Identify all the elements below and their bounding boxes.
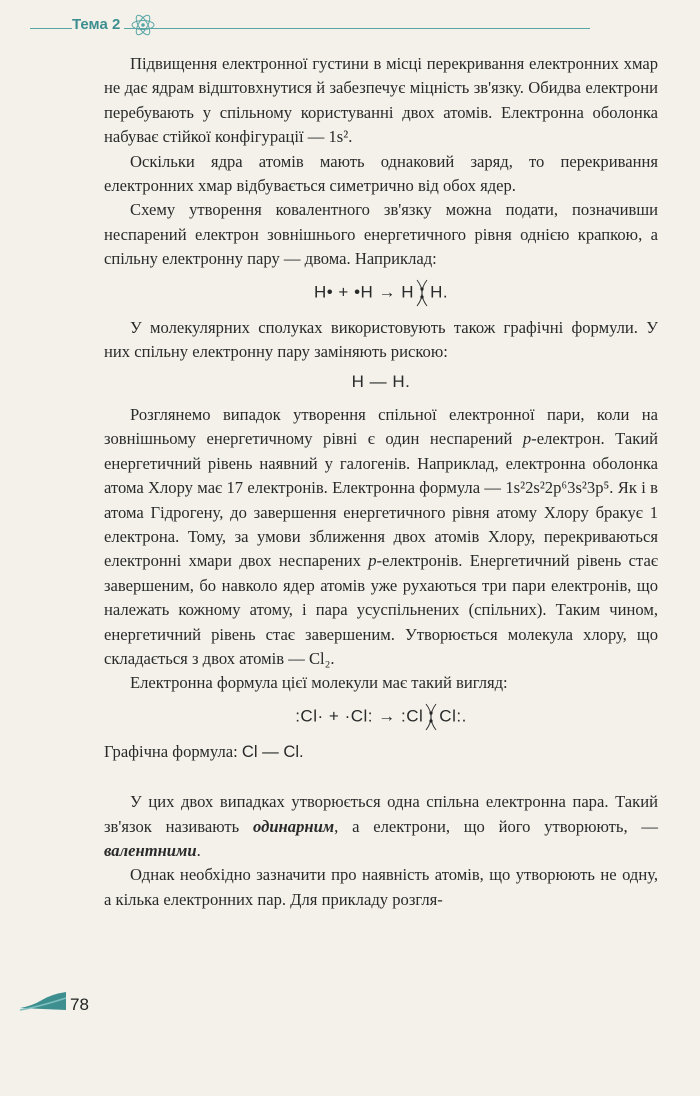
page-number: 78 xyxy=(70,995,89,1014)
formula-atom: Cl xyxy=(300,706,318,726)
paragraph-1: Підвищення електронної густини в місці перекривання електронних хмар не дає ядрам відштовхнутися й забезпечує міцність зв'язку. Обидва електрони перебувають у спільному користуванні двох атомів. Електронна оболонка набуває стійкої конфігурації — 1s². xyxy=(104,54,658,147)
formula-atom: H xyxy=(360,282,374,302)
formula-atom: H xyxy=(401,282,415,302)
paragraph-7: Графічна формула: Cl — Cl. xyxy=(104,741,304,761)
formula-h2-dot xyxy=(104,278,658,308)
wave-icon xyxy=(18,990,68,1012)
formula-atom: H xyxy=(313,282,327,302)
electron-dot: · xyxy=(317,706,324,726)
formula-cl2-dot xyxy=(104,702,658,732)
formula-atom: Cl xyxy=(406,706,424,726)
paragraph-6: Електронна формула цієї молекули має такий вигляд: xyxy=(130,673,508,693)
paragraph-4: У молекулярних сполуках використовують також графічні формули. У них спільну електронну пару заміняють рискою: xyxy=(104,317,658,362)
paragraph-5: Розглянемо випадок утворення спільної електронної пари, коли на зовнішньому енергетичному рівні є один неспарений p-електрон. Такий енергетичний рівень наявний у галогенів. Наприклад, електронна оболонка атома Хлору має 17 електронів. Електронна формула — 1s²2s²2p⁶3s²3p⁵. Як і в атома Гідрогену, до завершення енергетичного рівня атому Хлору бракує 1 електрона. Тому, за умови зближення двох атомів Хлору, перекриваються електронні хмари двох неспарених p-електронів. Енергетичний рівень стає завершеним, бо навколо ядер атомів уже рухаються три пари електронів, що належать кожному атому, і пара усуспільнених (спільних). Таким чином, енергетичний рівень стає завершеним. Утворюється молекула хлору, що складається з двох атомів — Cl₂. xyxy=(104,404,659,668)
page-header xyxy=(0,0,700,40)
formula-plus: + xyxy=(328,706,340,726)
electron-dot: · xyxy=(344,706,351,726)
paragraph-2: Оскільки ядра атомів мають однаковий заряд, то перекривання електронних хмар відбувається симетрично від обох ядер. xyxy=(104,151,658,196)
lone-pairs: : xyxy=(295,706,301,726)
electron-dot: • xyxy=(326,282,334,302)
atom-icon xyxy=(130,12,156,38)
lone-pairs: :. xyxy=(456,706,467,726)
formula-arrow: → xyxy=(378,706,396,726)
topic-label: Тема 2 xyxy=(72,16,124,33)
shared-pair-icon xyxy=(414,278,430,308)
formula-atom: Cl xyxy=(439,706,457,726)
formula-atom: Cl xyxy=(350,706,368,726)
lone-pairs: : xyxy=(367,706,374,726)
electron-dot: • xyxy=(354,282,361,302)
formula-h2-graphic: H — H. xyxy=(351,372,411,392)
formula-plus: + xyxy=(338,282,349,302)
paragraph-8: У цих двох випадках утворюється одна спільна електронна пара. Такий зв'язок називають одинарним, а електрони, що його утворюють, — валентними. xyxy=(104,792,658,860)
lone-pairs: : xyxy=(401,706,407,726)
body-text xyxy=(104,52,658,912)
formula-atom: H. xyxy=(430,282,449,302)
shared-pair-icon xyxy=(423,702,439,732)
paragraph-9: Однак необхідно зазначити про наявність атомів, що утворюють не одну, а кілька електронних пар. Для прикладу розгля- xyxy=(104,865,658,909)
paragraph-3: Схему утворення ковалентного зв'язку можна подати, позначивши неспарений електрон зовнішнього енергетичного рівня однією крапкою, а спільну електронну пару — двома. Наприклад: xyxy=(104,200,658,269)
formula-arrow: → xyxy=(378,282,397,302)
